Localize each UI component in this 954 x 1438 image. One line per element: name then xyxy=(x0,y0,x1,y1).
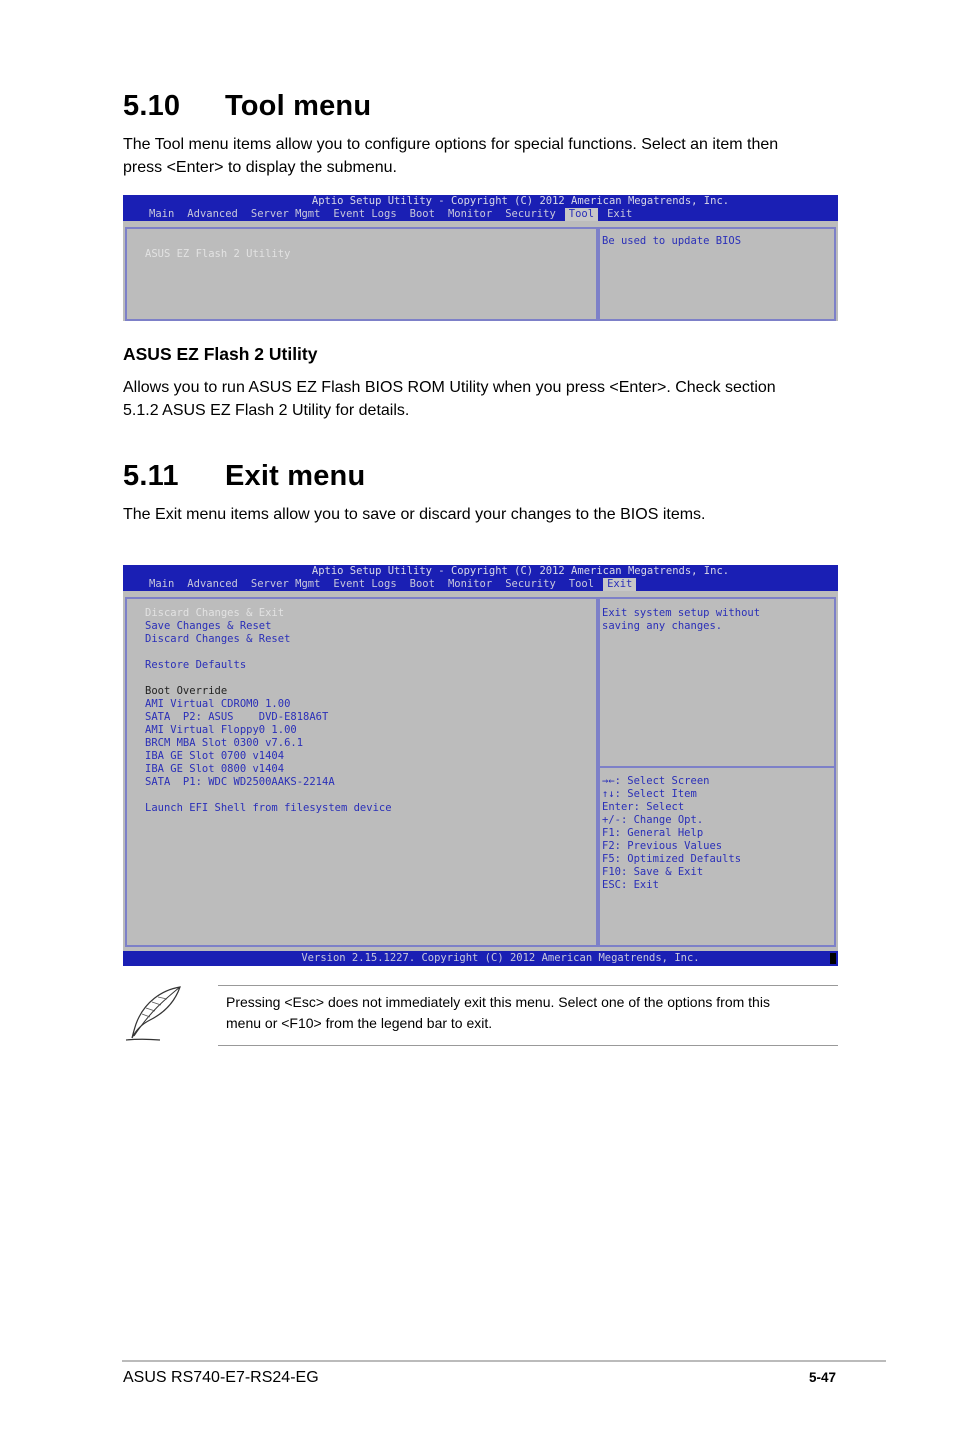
bios-menu-main[interactable]: Main xyxy=(149,578,175,590)
bios-menu-event-logs[interactable]: Event Logs xyxy=(333,208,397,220)
bios-menu-event-logs[interactable]: Event Logs xyxy=(333,578,397,590)
bios-menu-boot[interactable]: Boot xyxy=(409,578,435,590)
bios-legend-item: ↑↓: Select Item xyxy=(602,788,697,800)
bios-menu-tool[interactable]: Tool xyxy=(568,578,595,590)
note-text: Pressing <Esc> does not immediately exit this menu. Select one of the options from this menu or <F10> from the legend bar to exit. xyxy=(226,994,770,1031)
bios-item-boot-device[interactable]: SATA P1: WDC WD2500AAKS-2214A xyxy=(145,776,335,788)
bios-help-line: saving any changes. xyxy=(602,620,723,632)
bios-item-save-reset[interactable]: Save Changes & Reset xyxy=(145,620,272,632)
note-bottom-rule xyxy=(218,1045,838,1046)
bios-legend-item: F5: Optimized Defaults xyxy=(602,853,742,865)
bios-legend-item: +/-: Change Opt. xyxy=(602,814,704,826)
note-top-rule xyxy=(218,985,838,986)
section-title: Tool menu xyxy=(225,90,372,122)
bios-help-pane xyxy=(598,597,836,947)
bios-left-pane xyxy=(125,227,598,321)
bios-title-bar: Aptio Setup Utility - Copyright (C) 2012 American Megatrends, Inc. xyxy=(123,565,838,578)
bios-legend-item: F1: General Help xyxy=(602,827,704,839)
bios-legend-item: →←: Select Screen xyxy=(602,775,710,787)
page-footer-model: ASUS RS740-E7-RS24-EG xyxy=(123,1369,319,1386)
bios-legend-item: F2: Previous Values xyxy=(602,840,723,852)
bios-item-discard-reset[interactable]: Discard Changes & Reset xyxy=(145,633,291,645)
tool-menu-intro: The Tool menu items allow you to configure options for special functions. Select an item then press <Enter> to display the submenu. xyxy=(123,136,779,176)
bios-item-boot-device[interactable]: BRCM MBA Slot 0300 v7.6.1 xyxy=(145,737,304,749)
bios-menu-main[interactable]: Main xyxy=(149,208,175,220)
bios-legend-item: ESC: Exit xyxy=(602,879,659,891)
section-number: 5.11 xyxy=(123,460,179,492)
bios-item-boot-override-label: Boot Override xyxy=(145,685,228,697)
bios-version-footer: Version 2.15.1227. Copyright (C) 2012 American Megatrends, Inc. xyxy=(123,951,838,966)
bios-screenshot-exit xyxy=(123,565,838,966)
section-heading-exit-menu xyxy=(123,460,365,493)
bios-menu-server-mgmt[interactable]: Server Mgmt xyxy=(250,578,321,590)
bios-menu-server-mgmt[interactable]: Server Mgmt xyxy=(250,208,321,220)
bios-item-boot-device[interactable]: AMI Virtual CDROM0 1.00 xyxy=(145,698,291,710)
bios-title-bar: Aptio Setup Utility - Copyright (C) 2012 American Megatrends, Inc. xyxy=(123,195,838,208)
bios-menu-exit[interactable]: Exit xyxy=(607,208,633,220)
bios-menu-bar xyxy=(123,578,838,591)
bios-menu-monitor[interactable]: Monitor xyxy=(447,578,493,590)
section-heading-tool-menu xyxy=(123,90,371,123)
bios-item-discard-exit[interactable]: Discard Changes & Exit xyxy=(145,607,285,619)
section-title: Exit menu xyxy=(225,460,366,492)
section-number: 5.10 xyxy=(123,90,181,122)
page-footer-rule xyxy=(122,1360,886,1362)
bios-item-boot-device[interactable]: SATA P2: ASUS DVD-E818A6T xyxy=(145,711,329,723)
bios-menu-advanced[interactable]: Advanced xyxy=(187,208,238,220)
cursor-block xyxy=(830,953,836,964)
bios-menu-tool[interactable]: Tool xyxy=(565,208,598,221)
subheading-ez-flash: ASUS EZ Flash 2 Utility xyxy=(123,344,318,364)
bios-item-boot-device[interactable]: IBA GE Slot 0700 v1404 xyxy=(145,750,285,762)
bios-menu-bar xyxy=(123,208,838,221)
bios-menu-security[interactable]: Security xyxy=(505,578,556,590)
bios-legend-item: F10: Save & Exit xyxy=(602,866,704,878)
page-number: 5-47 xyxy=(809,1370,837,1385)
bios-menu-advanced[interactable]: Advanced xyxy=(187,578,238,590)
exit-menu-intro: The Exit menu items allow you to save or discard your changes to the BIOS items. xyxy=(123,506,706,523)
ez-flash-description: Allows you to run ASUS EZ Flash BIOS ROM Utility when you press <Enter>. Check section 5.1.2 ASUS EZ Flash 2 Utility for details. xyxy=(123,379,776,419)
bios-menu-monitor[interactable]: Monitor xyxy=(447,208,493,220)
bios-item-boot-device[interactable]: AMI Virtual Floppy0 1.00 xyxy=(145,724,297,736)
bios-help-line: Exit system setup without xyxy=(602,607,761,619)
bios-help-divider xyxy=(600,766,834,768)
bios-item-restore-defaults[interactable]: Restore Defaults xyxy=(145,659,247,671)
bios-item-ez-flash[interactable]: ASUS EZ Flash 2 Utility xyxy=(145,248,291,260)
bios-help-pane xyxy=(598,227,836,321)
bios-left-pane xyxy=(125,597,598,947)
bios-menu-boot[interactable]: Boot xyxy=(409,208,435,220)
bios-menu-exit[interactable]: Exit xyxy=(603,578,636,591)
feather-pen-icon xyxy=(122,984,184,1042)
bios-help-text: Be used to update BIOS xyxy=(602,235,742,247)
bios-menu-security[interactable]: Security xyxy=(505,208,556,220)
bios-screenshot-tool xyxy=(123,195,838,321)
bios-item-launch-efi-shell[interactable]: Launch EFI Shell from filesystem device xyxy=(145,802,392,814)
bios-item-boot-device[interactable]: IBA GE Slot 0800 v1404 xyxy=(145,763,285,775)
bios-legend-item: Enter: Select xyxy=(602,801,685,813)
